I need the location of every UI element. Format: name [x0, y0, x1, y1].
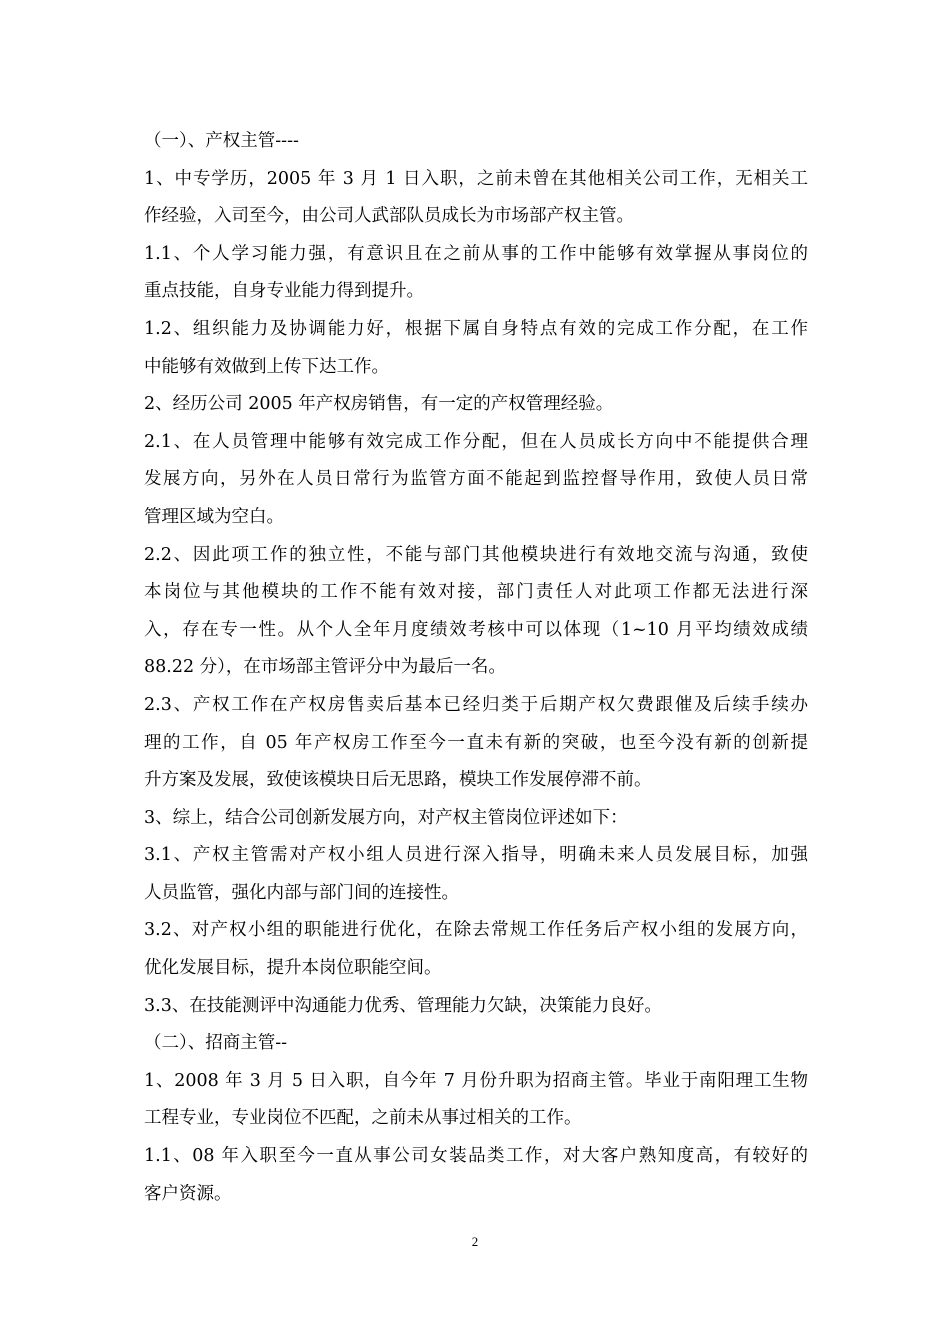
paragraph-line: 1.2、组织能力及协调能力好，根据下属自身特点有效的完成工作分配，在工作: [144, 318, 808, 339]
paragraph-line: 1.1、08 年入职至今一直从事公司女装品类工作，对大客户熟知度高，有较好的: [144, 1146, 808, 1167]
paragraph-line: 作经验，入司至今，由公司人武部队员成长为市场部产权主管。: [144, 206, 634, 227]
paragraph-line: 入，存在专一性。从个人全年月度绩效考核中可以体现（1~10 月平均绩效成绩: [144, 619, 808, 640]
document-body: [144, 123, 808, 1213]
paragraph-line: 2.2、因此项工作的独立性，不能与部门其他模块进行有效地交流与沟通，致使: [144, 544, 808, 565]
paragraph-line: 中能够有效做到上传下达工作。: [144, 356, 389, 377]
paragraph-line: 3、综上，结合公司创新发展方向，对产权主管岗位评述如下：: [144, 807, 628, 828]
page-number: 2: [471, 1234, 479, 1249]
paragraph-line: 重点技能，自身专业能力得到提升。: [144, 281, 424, 302]
paragraph-line: 人员监管，强化内部与部门间的连接性。: [144, 882, 459, 903]
paragraph-line: 理的工作，自 05 年产权房工作至今一直未有新的突破，也至今没有新的创新提: [144, 732, 808, 753]
paragraph-line: 优化发展目标，提升本岗位职能空间。: [144, 958, 442, 979]
paragraph-line: 1、2008 年 3 月 5 日入职，自今年 7 月份升职为招商主管。毕业于南阳理工生物: [144, 1070, 808, 1091]
paragraph-line: 88.22 分），在市场部主管评分中为最后一名。: [144, 657, 506, 678]
paragraph-line: 管理区域为空白。: [144, 506, 284, 527]
paragraph-line: 1.1、个人学习能力强，有意识且在之前从事的工作中能够有效掌握从事岗位的: [144, 243, 808, 264]
paragraph-line: 2.3、产权工作在产权房售卖后基本已经归类于后期产权欠费跟催及后续手续办: [144, 694, 808, 715]
paragraph-line: 工程专业，专业岗位不匹配，之前未从事过相关的工作。: [144, 1108, 582, 1129]
section-heading-property-rights: （一）、产权主管----: [144, 131, 299, 151]
paragraph-line: 3.2、对产权小组的职能进行优化，在除去常规工作任务后产权小组的发展方向，: [144, 920, 808, 941]
paragraph-line: 1、中专学历，2005 年 3 月 1 日入职，之前未曾在其他相关公司工作，无相关工: [144, 168, 808, 189]
section-heading-investment: （二）、招商主管--: [144, 1033, 288, 1054]
paragraph-line: 升方案及发展，致使该模块日后无思路，模块工作发展停滞不前。: [144, 770, 652, 791]
paragraph-line: 2.1、在人员管理中能够有效完成工作分配，但在人员成长方向中不能提供合理: [144, 431, 808, 452]
paragraph-line: 3.1、产权主管需对产权小组人员进行深入指导，明确未来人员发展目标，加强: [144, 845, 808, 866]
paragraph-line: 2、经历公司 2005 年产权房销售，有一定的产权管理经验。: [144, 394, 614, 415]
paragraph-line: 发展方向，另外在人员日常行为监管方面不能起到监控督导作用，致使人员日常: [144, 469, 808, 490]
paragraph-line: 客户资源。: [144, 1183, 232, 1204]
paragraph-line: 3.3、在技能测评中沟通能力优秀、管理能力欠缺，决策能力良好。: [144, 995, 662, 1016]
paragraph-line: 本岗位与其他模块的工作不能有效对接，部门责任人对此项工作都无法进行深: [144, 582, 808, 603]
